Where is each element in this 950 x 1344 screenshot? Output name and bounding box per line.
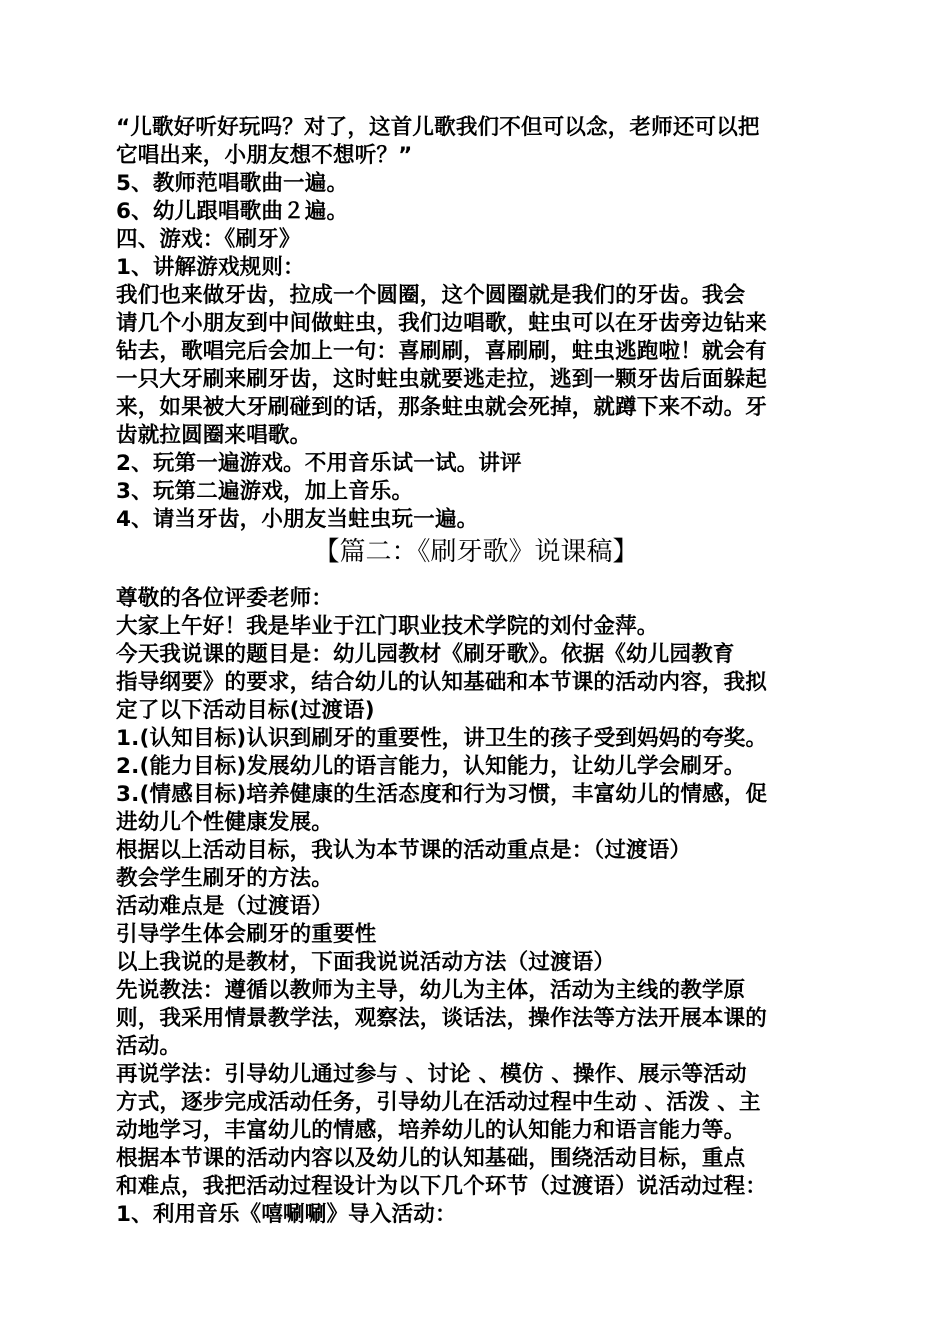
text-line: 动地学习，丰富幼儿的情感，培养幼儿的认知能力和语言能力等。 (116, 1118, 746, 1143)
text-line: 进幼儿个性健康发展。 (116, 810, 334, 835)
text-line: 四、游戏：《刷牙》 (116, 227, 301, 252)
text-line: 5、教师范唱歌曲一遍。 (116, 171, 349, 196)
text-line: 2、玩第一遍游戏。不用音乐试一试。讲评 (116, 451, 522, 476)
section-part2 (116, 585, 836, 1229)
text-line: 3、玩第二遍游戏，加上音乐。 (116, 479, 414, 504)
text-line: 一只大牙刷来刷牙齿，这时蛀虫就要逃走拉，逃到一颗牙齿后面躲起 (116, 367, 768, 392)
text-line: 活动。 (116, 1034, 182, 1059)
text-line: 则，我采用情景教学法，观察法，谈话法，操作法等方法开展本课的 (116, 1006, 768, 1031)
text-line: 尊敬的各位评委老师： (116, 586, 334, 611)
text-line: 2.(能力目标)发展幼儿的语言能力，认知能力，让幼儿学会刷牙。 (116, 754, 746, 779)
text-line: 教会学生刷牙的方法。 (116, 866, 334, 891)
document-page (116, 114, 836, 1229)
text-line: 1、利用音乐《嘻唰唰》导入活动： (116, 1202, 457, 1227)
text-line: 来，如果被大牙刷碰到的话，那条蛀虫就会死掉，就蹲下来不动。牙 (116, 395, 768, 420)
text-line: 3.(情感目标)培养健康的生活态度和行为习惯，丰富幼儿的情感，促 (116, 782, 768, 807)
text-line: 根据本节课的活动内容以及幼儿的认知基础，围绕活动目标，重点 (116, 1146, 746, 1171)
text-line: 1、讲解游戏规则： (116, 255, 305, 280)
section-part1 (116, 114, 836, 534)
text-line: 4、请当牙齿，小朋友当蛀虫玩一遍。 (116, 507, 479, 532)
text-line: 和难点，我把活动过程设计为以下几个环节（过渡语）说活动过程： (116, 1174, 768, 1199)
section-heading: 【篇二：《刷牙歌》说课稿】 (313, 537, 639, 567)
text-line: 活动难点是（过渡语） (116, 894, 334, 919)
text-line: 以上我说的是教材，下面我说说活动方法（过渡语） (116, 950, 616, 975)
text-line: 引导学生体会刷牙的重要性 (116, 922, 377, 947)
text-line: 先说教法：遵循以教师为主导，幼儿为主体，活动为主线的教学原 (116, 978, 746, 1003)
text-line: 定了以下活动目标(过渡语) (116, 698, 375, 723)
text-line: 它唱出来，小朋友想不想听？” (116, 143, 413, 168)
text-line: 我们也来做牙齿，拉成一个圆圈，这个圆圈就是我们的牙齿。我会 (116, 283, 746, 308)
text-line: 根据以上活动目标，我认为本节课的活动重点是：（过渡语） (116, 838, 692, 863)
text-line: 指导纲要》的要求，结合幼儿的认知基础和本节课的活动内容，我拟 (116, 670, 768, 695)
text-line: 6、幼儿跟唱歌曲２遍。 (116, 199, 349, 224)
text-line: 今天我说课的题目是：幼儿园教材《刷牙歌》。依据《幼儿园教育 (116, 642, 735, 667)
text-line: 方式，逐步完成活动任务，引导幼儿在活动过程中生动 、活泼 、主 (116, 1090, 761, 1115)
text-line: 齿就拉圆圈来唱歌。 (116, 423, 312, 448)
text-line: 请几个小朋友到中间做蛀虫，我们边唱歌，蛀虫可以在牙齿旁边钻来 (116, 311, 768, 336)
text-line: “儿歌好听好玩吗？对了，这首儿歌我们不但可以念，老师还可以把 (116, 115, 760, 140)
text-line: 大家上午好！我是毕业于江门职业技术学院的刘付金萍。 (116, 614, 659, 639)
text-line: 1.(认知目标)认识到刷牙的重要性，讲卫生的孩子受到妈妈的夸奖。 (116, 726, 768, 751)
text-line: 再说学法：引导幼儿通过参与 、讨论 、模仿 、操作、展示等活动 (116, 1062, 747, 1087)
text-line: 钻去，歌唱完后会加上一句：喜刷刷，喜刷刷，蛀虫逃跑啦！就会有 (116, 339, 768, 364)
